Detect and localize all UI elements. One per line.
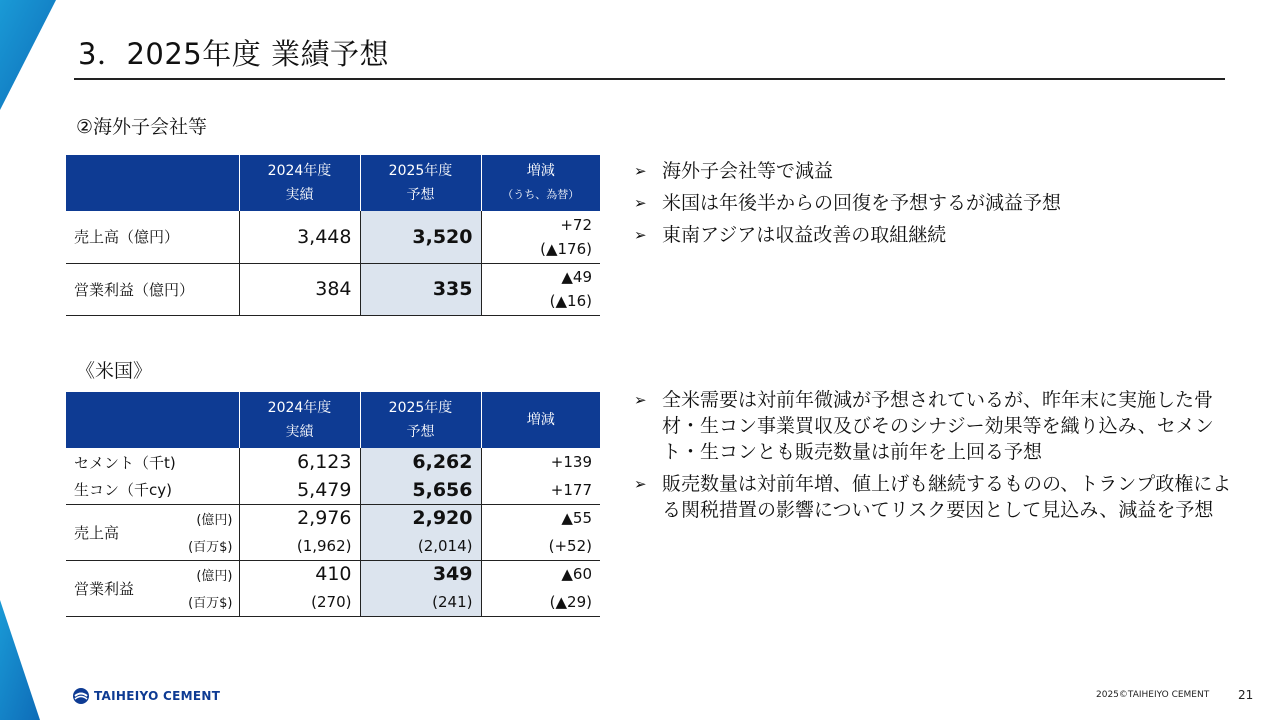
actual-value: 384 xyxy=(239,263,360,315)
page-number: 21 xyxy=(1238,688,1254,702)
diff-value: (▲29) xyxy=(481,588,600,616)
row-label: 売上高（億円） xyxy=(66,211,239,263)
list-item: ➢ 米国は年後半からの回復を予想するが減益予想 xyxy=(634,192,1062,214)
list-item: ➢ 海外子会社等で減益 xyxy=(634,160,834,182)
header-2024: 2024年度 実績 xyxy=(239,392,360,448)
arrowhead-bullet-icon: ➢ xyxy=(634,194,647,212)
list-item: ➢ 東南アジアは収益改善の取組継続 xyxy=(634,224,947,246)
top-left-decoration xyxy=(0,0,60,110)
row-label: 生コン（千cy) xyxy=(66,476,239,504)
table-row xyxy=(66,211,600,263)
actual-value: (1,962) xyxy=(239,532,360,560)
us-bullets xyxy=(632,387,1232,529)
overseas-table-header xyxy=(66,155,600,211)
actual-value: 5,479 xyxy=(239,476,360,504)
copyright: 2025©TAIHEIYO CEMENT xyxy=(1096,690,1210,700)
diff-value: ▲49 (▲16) xyxy=(481,263,600,315)
diff-value: (+52) xyxy=(481,532,600,560)
table-row xyxy=(66,504,600,532)
row-label: 営業利益 xyxy=(66,560,166,616)
forecast-value: (2,014) xyxy=(360,532,481,560)
forecast-value: 6,262 xyxy=(360,448,481,476)
company-logo xyxy=(72,687,220,705)
arrowhead-bullet-icon: ➢ xyxy=(634,162,647,180)
arrowhead-bullet-icon: ➢ xyxy=(634,475,647,493)
diff-value: ▲60 xyxy=(481,560,600,588)
forecast-value: 5,656 xyxy=(360,476,481,504)
forecast-value: 335 xyxy=(360,263,481,315)
taiheiyo-logo-icon xyxy=(72,687,90,705)
forecast-value: 2,920 xyxy=(360,504,481,532)
header-diff: 増減 （うち、為替） xyxy=(481,155,600,211)
us-table xyxy=(66,392,600,617)
actual-value: 2,976 xyxy=(239,504,360,532)
table-row xyxy=(66,263,600,315)
actual-value: 6,123 xyxy=(239,448,360,476)
overseas-bullets xyxy=(632,158,1232,254)
actual-value: 3,448 xyxy=(239,211,360,263)
diff-value: +72 (▲176) xyxy=(481,211,600,263)
header-2024: 2024年度 実績 xyxy=(239,155,360,211)
row-label: 営業利益（億円） xyxy=(66,263,239,315)
title-divider xyxy=(74,78,1225,80)
unit-label: (億円) xyxy=(196,568,233,584)
actual-value: (270) xyxy=(239,588,360,616)
diff-value: +177 xyxy=(481,476,600,504)
list-item: ➢ 販売数量は対前年増、値上げも継続するものの、トランプ政権による関税措置の影響についてリスク要因として見込み、減益を予想 xyxy=(634,473,1232,521)
forecast-value: 3,520 xyxy=(360,211,481,263)
section-overseas-label: ②海外子会社等 xyxy=(76,116,208,138)
unit-label: (億円) xyxy=(196,512,233,528)
list-item: ➢ 全米需要は対前年微減が予想されているが、昨年末に実施した骨材・生コン事業買収及びそのシナジー効果等を織り込み、セメント・生コンとも販売数量は前年を上回る予想 xyxy=(634,389,1214,463)
overseas-table xyxy=(66,155,600,316)
row-label: セメント（千t) xyxy=(74,453,176,472)
header-blank xyxy=(66,392,239,448)
unit-label: (百万$) xyxy=(166,532,239,560)
diff-value: ▲55 xyxy=(481,504,600,532)
table-row xyxy=(66,476,600,504)
forecast-value: 349 xyxy=(360,560,481,588)
header-2025: 2025年度 予想 xyxy=(360,392,481,448)
us-table-header xyxy=(66,392,600,448)
slide-title: 3．2025年度 業績予想 xyxy=(78,37,389,71)
unit-label: (百万$) xyxy=(166,588,239,616)
actual-value: 410 xyxy=(239,560,360,588)
logo-text: TAIHEIYO CEMENT xyxy=(94,689,221,703)
bottom-left-decoration xyxy=(0,600,60,720)
header-diff: 増減 xyxy=(481,392,600,448)
arrowhead-bullet-icon: ➢ xyxy=(634,391,647,409)
diff-value: +139 xyxy=(481,448,600,476)
header-2025: 2025年度 予想 xyxy=(360,155,481,211)
header-blank xyxy=(66,155,239,211)
table-row xyxy=(66,448,600,476)
row-label: 売上高 xyxy=(66,504,166,560)
section-us-label: 《米国》 xyxy=(76,360,153,382)
table-row xyxy=(66,560,600,588)
forecast-value: (241) xyxy=(360,588,481,616)
arrowhead-bullet-icon: ➢ xyxy=(634,226,647,244)
